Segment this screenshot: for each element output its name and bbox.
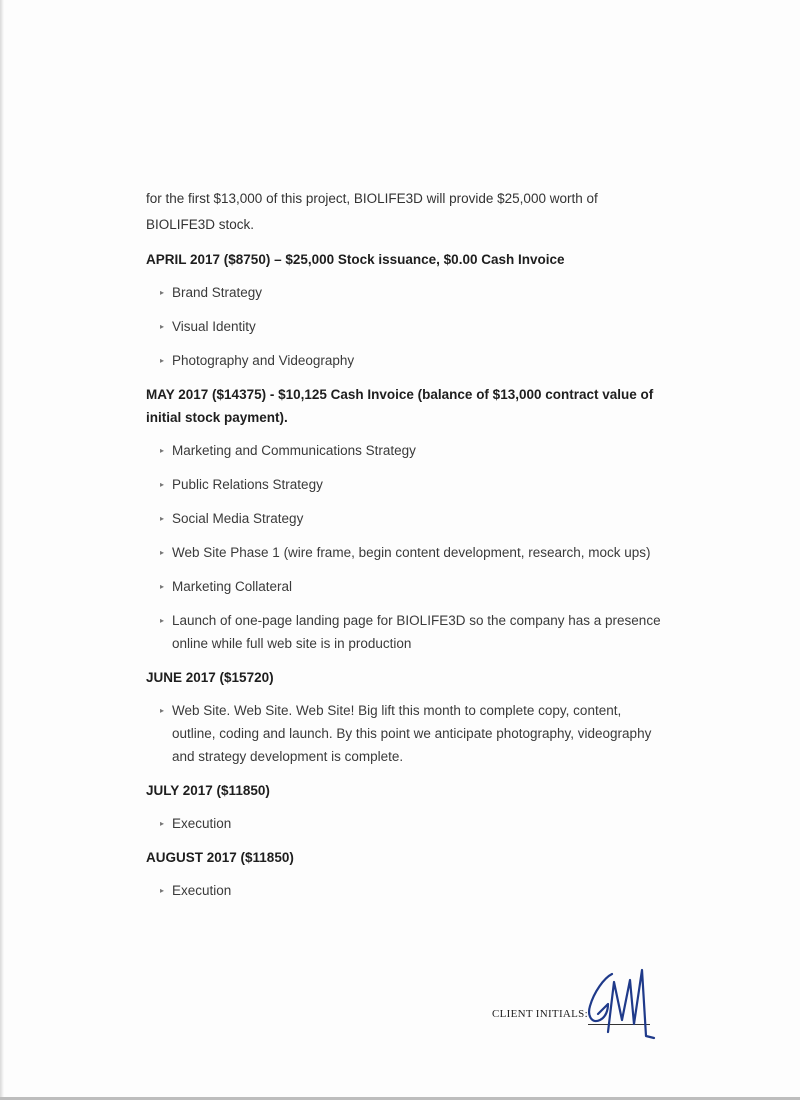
- list-item: ▸ Execution: [146, 812, 666, 835]
- section-list-june: [146, 699, 666, 768]
- list-item: ▸ Visual Identity: [146, 315, 666, 338]
- section-list-may: [146, 439, 666, 655]
- section-list-august: [146, 879, 666, 902]
- intro-paragraph: for the first $13,000 of this project, BIOLIFE3D will provide $25,000 worth of BIOLIFE3D stock.: [146, 191, 598, 232]
- section-list-july: [146, 812, 666, 835]
- bullet-icon: ▸: [160, 706, 165, 715]
- list-item: ▸ Marketing and Communications Strategy: [146, 439, 666, 462]
- signature-initials: [582, 962, 662, 1042]
- list-item: ▸ Photography and Videography: [146, 349, 666, 372]
- bullet-icon: ▸: [160, 288, 165, 297]
- list-item: ▸ Launch of one-page landing page for BIOLIFE3D so the company has a presence online while full web site is in production: [146, 609, 666, 655]
- bullet-icon: ▸: [160, 480, 165, 489]
- document-body: [146, 186, 666, 913]
- bullet-icon: ▸: [160, 886, 165, 895]
- bullet-icon: ▸: [160, 616, 165, 625]
- signature-stroke-g: [589, 974, 612, 1021]
- bullet-icon: ▸: [160, 446, 165, 455]
- client-initials-label: CLIENT INITIALS:: [492, 1008, 588, 1020]
- bullet-icon: ▸: [160, 356, 165, 365]
- bullet-icon: ▸: [160, 582, 165, 591]
- section-list-april: [146, 281, 666, 372]
- list-item: ▸ Marketing Collateral: [146, 575, 666, 598]
- list-item: ▸ Web Site Phase 1 (wire frame, begin content development, research, mock ups): [146, 541, 666, 564]
- scan-edge-shadow: [0, 0, 4, 1100]
- section-heading-may: MAY 2017 ($14375) - $10,125 Cash Invoice (balance of $13,000 contract value of initial stock payment).: [146, 387, 654, 425]
- list-item: ▸ Execution: [146, 879, 666, 902]
- section-heading-june: JUNE 2017 ($15720): [146, 670, 274, 685]
- bullet-icon: ▸: [160, 819, 165, 828]
- list-item: ▸ Social Media Strategy: [146, 507, 666, 530]
- list-item: ▸ Web Site. Web Site. Web Site! Big lift this month to complete copy, content, outline, coding and launch. By this point we anticipate photography, videography and strategy development is complete.: [146, 699, 666, 768]
- bullet-icon: ▸: [160, 322, 165, 331]
- bullet-icon: ▸: [160, 548, 165, 557]
- list-item: ▸ Public Relations Strategy: [146, 473, 666, 496]
- section-heading-august: AUGUST 2017 ($11850): [146, 850, 294, 865]
- signature-stroke-m: [608, 970, 654, 1038]
- section-heading-april: APRIL 2017 ($8750) – $25,000 Stock issuance, $0.00 Cash Invoice: [146, 252, 565, 267]
- section-heading-july: JULY 2017 ($11850): [146, 783, 270, 798]
- list-item: ▸ Brand Strategy: [146, 281, 666, 304]
- bullet-icon: ▸: [160, 514, 165, 523]
